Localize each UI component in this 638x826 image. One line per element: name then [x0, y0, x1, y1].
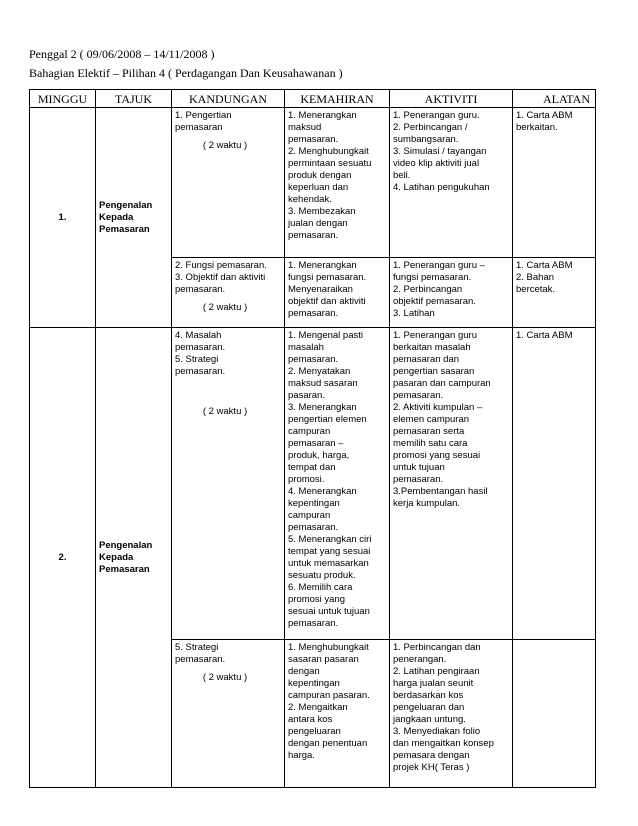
activity-text: 1. Perbincangan dan penerangan. 2. Latihan pengiraan harga jualan seunit berdasarkan kos pengeluaran dan jangkaan untung. 3. Menyediakan folio dan mengaitkan konsep pemasara dengan projek KH( Teras ): [393, 642, 494, 773]
lesson-plan-table: [29, 89, 596, 788]
content-text: 5. Strategi pemasaran.: [175, 642, 226, 665]
content-cell: [172, 328, 285, 640]
topic-cell: [96, 108, 172, 328]
week-number-text: 1.: [58, 211, 67, 223]
content-text: 4. Masalah pemasaran. 5. Strategi pemasaran.: [175, 330, 226, 377]
skills-cell: [285, 258, 390, 328]
duration-text: ( 2 waktu ): [202, 672, 248, 683]
col-alatan: ALATAN: [513, 90, 596, 108]
duration-text: ( 2 waktu ): [202, 302, 248, 313]
materials-cell: [513, 108, 596, 258]
activity-text: 1. Penerangan guru. 2. Perbincangan / sumbangsaran. 3. Simulasi / tayangan video klip aktiviti jual beli. 4. Latihan pengukuhan: [393, 110, 490, 193]
section-line: Bahagian Elektif – Pilihan 4 ( Perdagangan Dan Keusahawanan ): [29, 66, 343, 80]
activity-cell: [390, 108, 513, 258]
activity-cell: [390, 328, 513, 640]
skills-text: 1. Menerangkan maksud pemasaran. 2. Menghubungkait permintaan sesuatu produk dengan keperluan dan kehendak. 3. Membezakan jualan dengan pemasaran.: [288, 110, 372, 241]
materials-text: 1. Carta ABM 2. Bahan bercetak.: [516, 260, 573, 295]
col-minggu: MINGGU: [30, 90, 96, 108]
materials-text: 1. Carta ABM: [516, 330, 573, 341]
content-cell: [172, 258, 285, 328]
skills-text: 1. Mengenal pasti masalah pemasaran. 2. Menyatakan maksud sasaran pasaran. 3. Menerangkan pengertian elemen campuran pemasaran – produk, harga, tempat dan promosi. 4. Menerangkan kepentingan campuran pemasaran. 5. Menerangkan ciri tempat yang sesuai untuk memasarkan sesuatu produk. 6. Memilih cara promosi yang sesuai untuk tujuan pemasaran.: [288, 330, 372, 629]
week-number: [30, 108, 96, 328]
topic-text: Pengenalan Kepada Pemasaran: [99, 200, 153, 235]
term-line: Penggal 2 ( 09/06/2008 – 14/11/2008 ): [29, 47, 215, 61]
table-row: [30, 328, 596, 640]
col-aktiviti: AKTIVITI: [390, 90, 513, 108]
activity-text: 1. Penerangan guru – fungsi pemasaran. 2. Perbincangan objektif pemasaran. 3. Latihan: [393, 260, 485, 319]
skills-cell: [285, 640, 390, 788]
col-tajuk: TAJUK: [96, 90, 172, 108]
week-number: [30, 328, 96, 788]
content-cell: [172, 640, 285, 788]
materials-text: 1. Carta ABM berkaitan.: [516, 110, 573, 133]
skills-cell: [285, 108, 390, 258]
document-header: [29, 45, 343, 83]
skills-text: 1. Menghubungkait sasaran pasaran dengan kepentingan campuran pasaran. 2. Mengaitkan antara kos pengeluaran dengan penentuan harga.: [288, 642, 370, 761]
topic-cell: [96, 328, 172, 788]
week-number-text: 2.: [58, 551, 67, 563]
materials-cell: [513, 328, 596, 640]
activity-cell: [390, 258, 513, 328]
col-kemahiran: KEMAHIRAN: [285, 90, 390, 108]
activity-cell: [390, 640, 513, 788]
materials-cell: [513, 640, 596, 788]
materials-cell: [513, 258, 596, 328]
content-cell: [172, 108, 285, 258]
duration-text: ( 2 waktu ): [202, 140, 248, 151]
content-text: 1. Pengertian pemasaran: [175, 110, 232, 133]
content-text: 2. Fungsi pemasaran. 3. Objektif dan aktiviti pemasaran.: [175, 260, 267, 295]
skills-cell: [285, 328, 390, 640]
skills-text: 1. Menerangkan fungsi pemasaran. Menyenaraikan objektif dan aktiviti pemasaran.: [288, 260, 367, 319]
col-kandungan: KANDUNGAN: [172, 90, 285, 108]
header-row: [30, 90, 596, 108]
topic-text: Pengenalan Kepada Pemasaran: [99, 540, 153, 575]
table-row: [30, 108, 596, 258]
activity-text: 1. Penerangan guru berkaitan masalah pemasaran dan pengertian sasaran pasaran dan campuran pemasaran. 2. Aktiviti kumpulan – elemen campuran pemasaran serta memilih satu cara promosi yang sesuai untuk tujuan pemasaran. 3.Pembentangan hasil kerja kumpulan.: [393, 330, 491, 509]
duration-text: ( 2 waktu ): [202, 406, 248, 417]
